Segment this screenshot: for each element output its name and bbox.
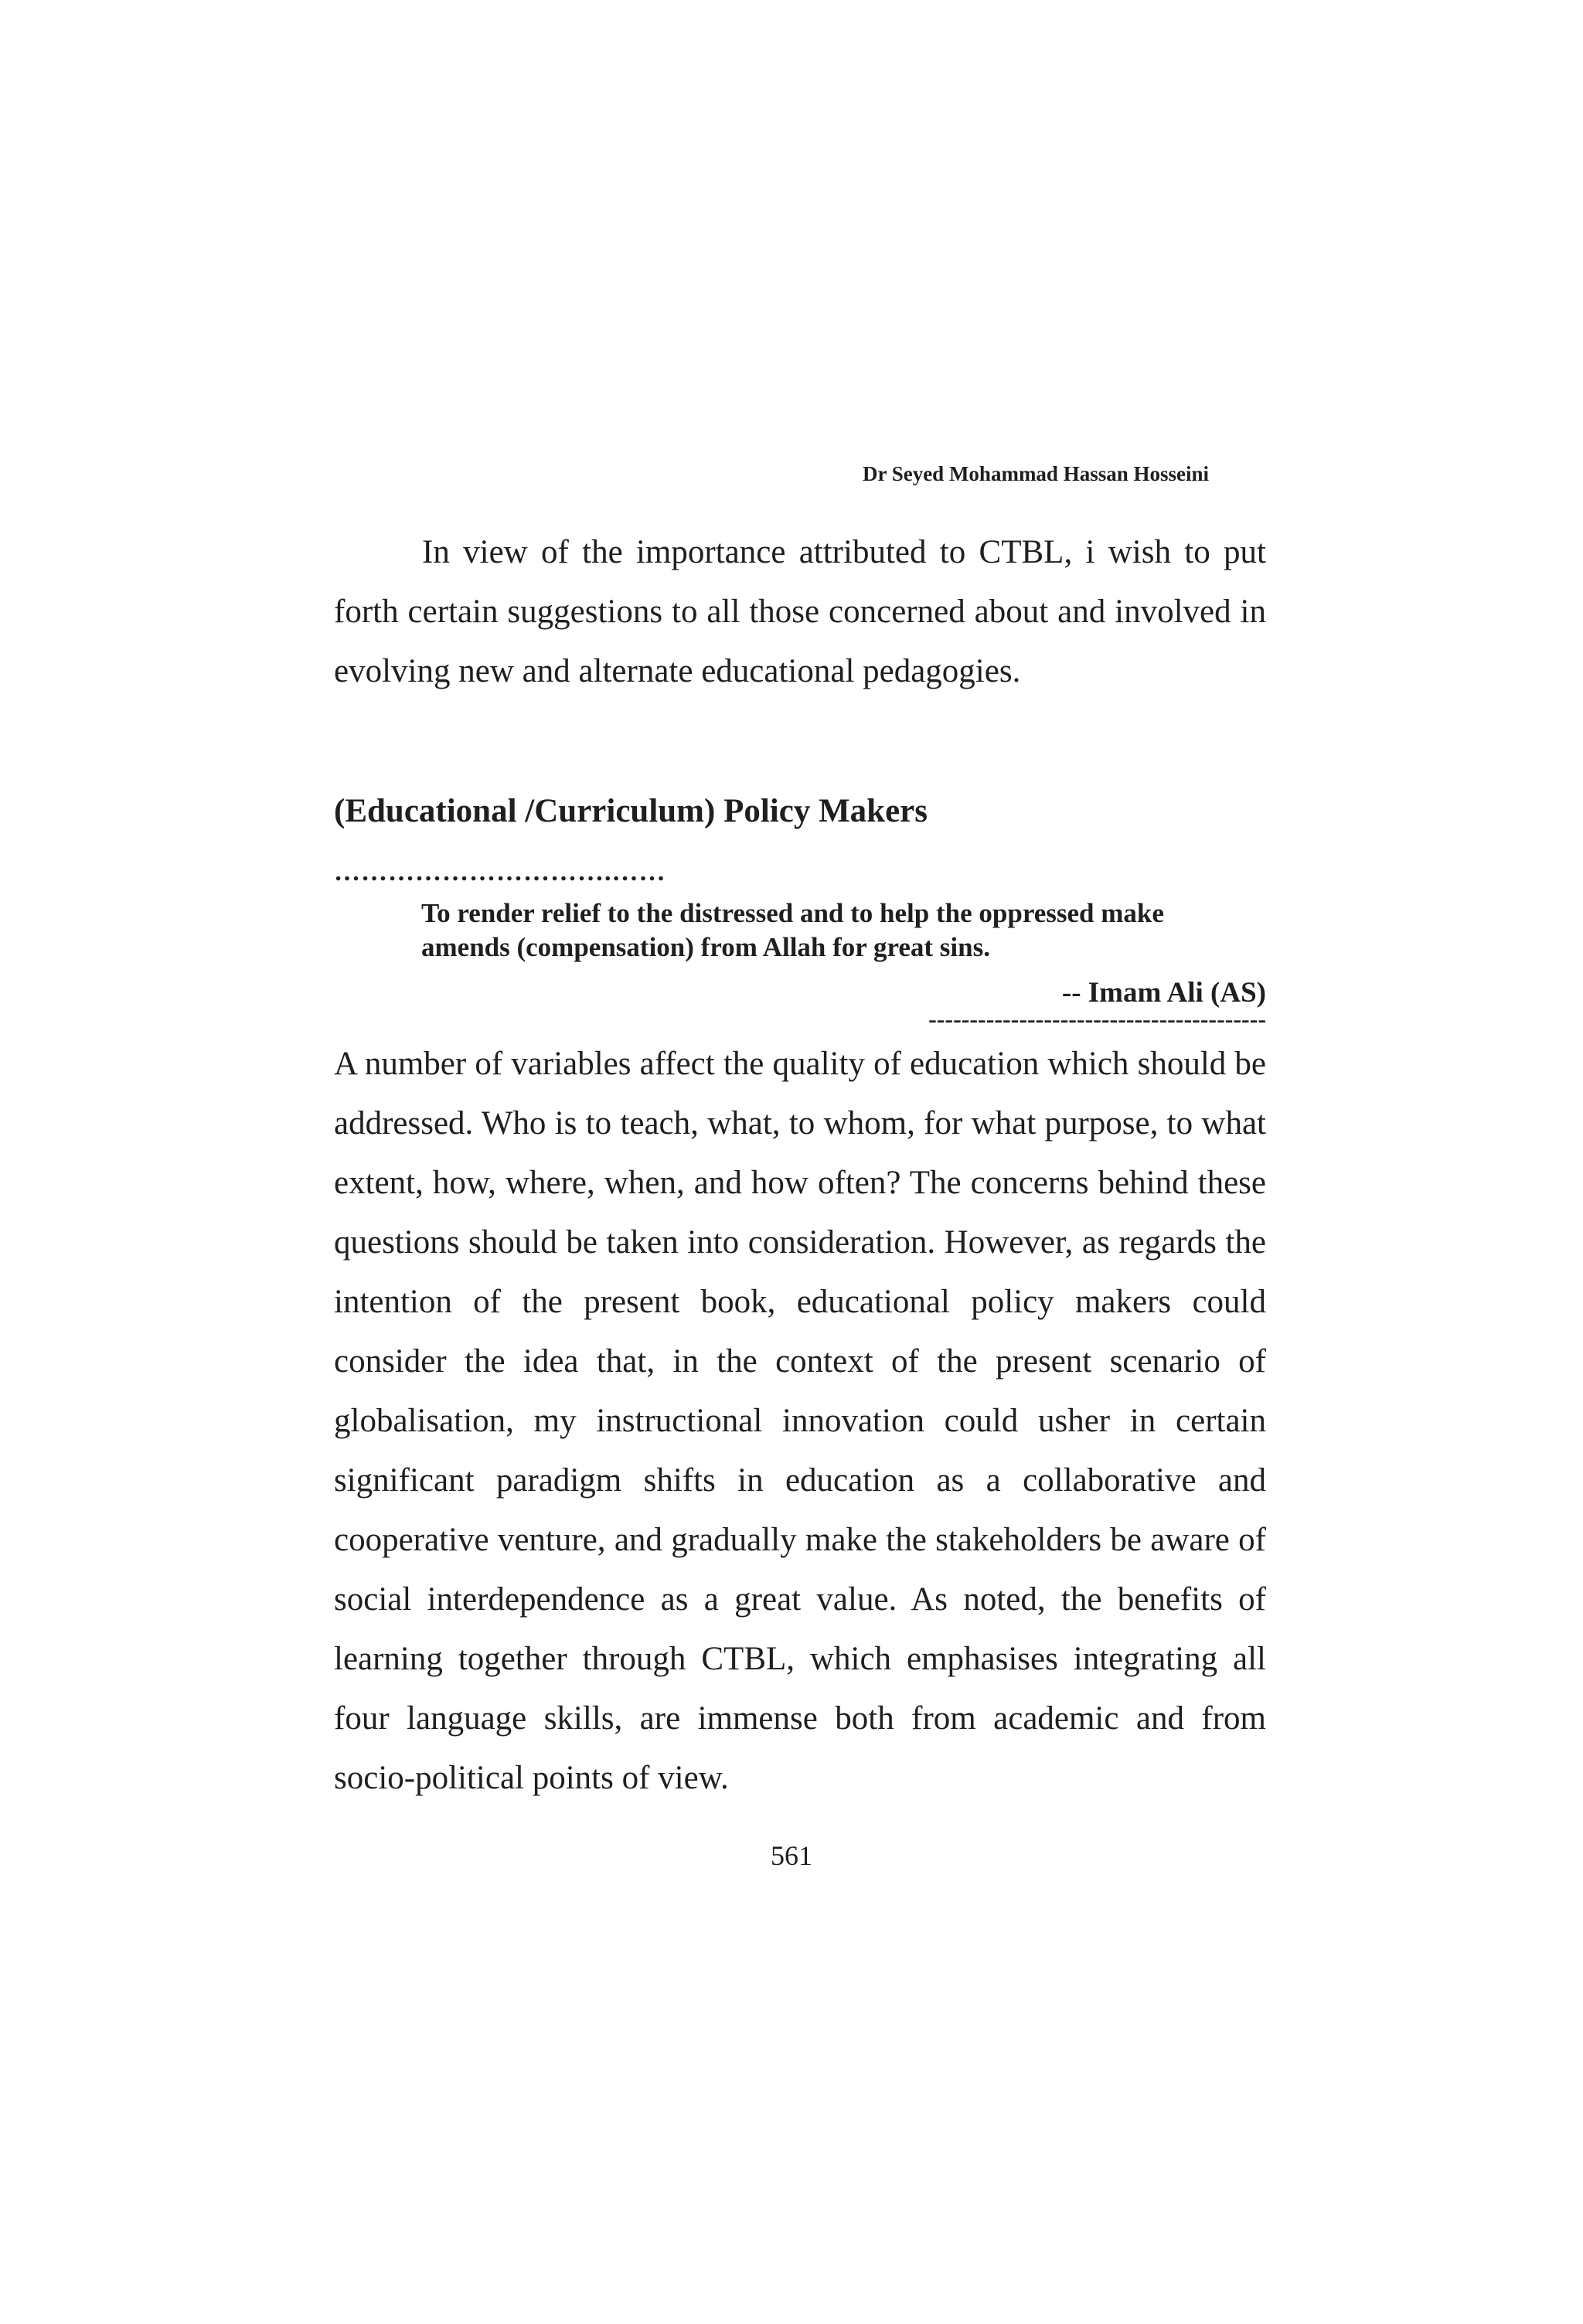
section-heading: (Educational /Curriculum) Policy Makers	[334, 793, 928, 829]
dotted-separator: ………………………….……	[334, 858, 666, 886]
intro-paragraph: In view of the importance attributed to CTBL, i wish to put forth certain suggestions to all those concerned about and involved in evolving new and alternate educational pedagogies.	[334, 534, 1266, 689]
running-header: Dr Seyed Mohammad Hassan Hosseini	[862, 462, 1209, 485]
quote-line-1: To render relief to the distressed and to help the oppressed make	[421, 898, 1164, 928]
quote-line-2: amends (compensation) from Allah for great sins.	[421, 932, 990, 962]
dashed-rule: -----------------------------------------	[928, 1005, 1266, 1033]
page-number: 561	[771, 1840, 812, 1871]
body-paragraph-text: A number of variables affect the quality of education which should be addressed. Who is to teach, what, to whom, for what purpose, to what extent, how, where, when, and how often? The concerns behind these questions should be taken into consideration. However, as regards the intention of the present book, educational policy makers could consider the idea that, in the context of the present scenario of globalisation, my instructional innovation could usher in certain significant paradigm shifts in education as a collaborative and cooperative venture, and gradually make the stakeholders be aware of social interdependence as a great value. As noted, the benefits of learning together through CTBL, which emphasises integrating all four language skills, are immense both from academic and from socio-political points of view.	[334, 1046, 1266, 1796]
epigraph-quote	[421, 897, 1266, 965]
body-paragraph	[334, 1034, 1266, 1808]
quote-attribution: -- Imam Ali (AS)	[1061, 977, 1266, 1009]
